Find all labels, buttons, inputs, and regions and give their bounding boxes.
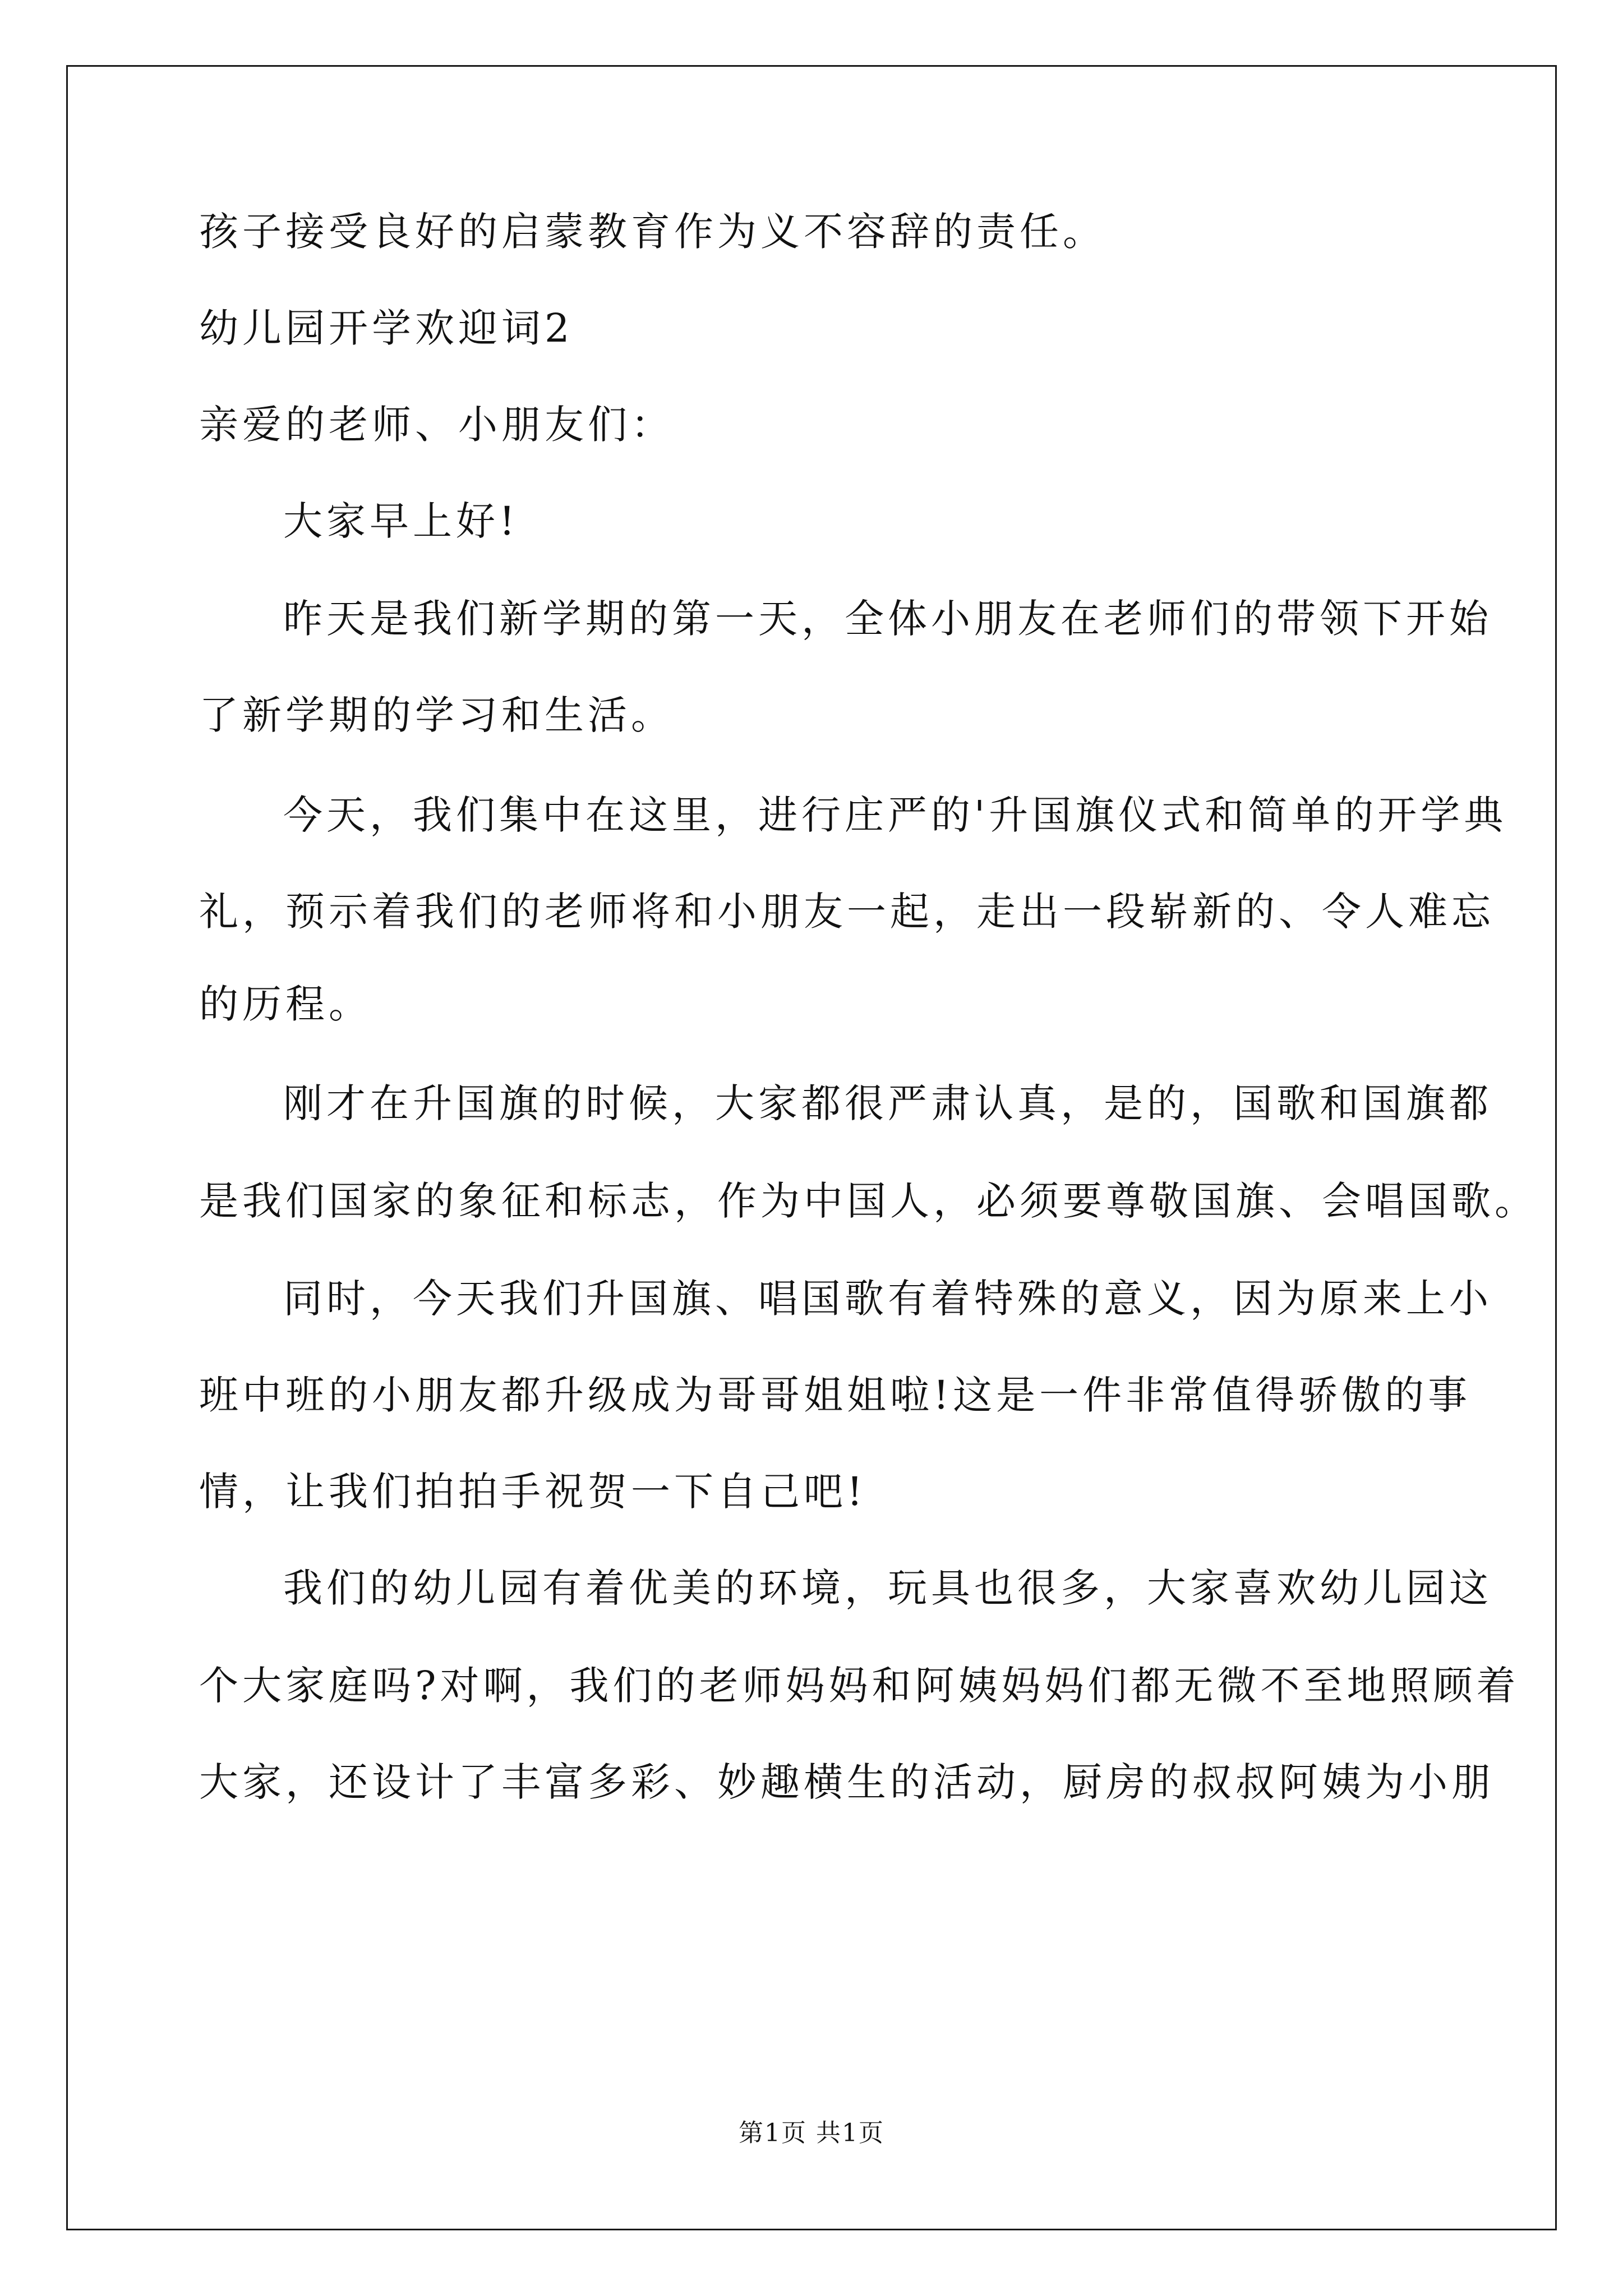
paragraph-line: 礼，预示着我们的老师将和小朋友一起，走出一段崭新的、令人难忘 <box>199 889 1495 935</box>
paragraph-line: 的历程。 <box>199 981 372 1027</box>
greeting: 大家早上好! <box>283 498 519 544</box>
paragraph-line: 是我们国家的象征和标志，作为中国人，必须要尊敬国旗、会唱国歌。 <box>199 1178 1538 1224</box>
paragraph-line: 孩子接受良好的启蒙教育作为义不容辞的责任。 <box>199 209 1106 255</box>
paragraph-line: 刚才在升国旗的时候，大家都很严肃认真，是的，国歌和国旗都 <box>283 1080 1492 1126</box>
paragraph-line: 昨天是我们新学期的第一天，全体小朋友在老师们的带领下开始 <box>283 596 1492 642</box>
section-heading: 幼儿园开学欢迎词2 <box>199 305 574 351</box>
paragraph-line: 个大家庭吗?对啊，我们的老师妈妈和阿姨妈妈们都无微不至地照顾着 <box>199 1663 1520 1709</box>
paragraph-line: 同时，今天我们升国旗、唱国歌有着特殊的意义，因为原来上小 <box>283 1276 1492 1322</box>
page-footer: 第1页 共1页 <box>739 2119 884 2147</box>
paragraph-line: 今天，我们集中在这里，进行庄严的'升国旗仪式和简单的开学典 <box>283 792 1507 838</box>
page-border <box>66 65 1557 2230</box>
paragraph-line: 情，让我们拍拍手祝贺一下自己吧! <box>199 1469 867 1515</box>
paragraph-line: 了新学期的学习和生活。 <box>199 692 674 738</box>
paragraph-line: 我们的幼儿园有着优美的环境，玩具也很多，大家喜欢幼儿园这 <box>283 1565 1492 1611</box>
paragraph-line: 班中班的小朋友都升级成为哥哥姐姐啦!这是一件非常值得骄傲的事 <box>199 1372 1472 1418</box>
paragraph-line: 大家，还设计了丰富多彩、妙趣横生的活动，厨房的叔叔阿姨为小朋 <box>199 1759 1495 1805</box>
salutation: 亲爱的老师、小朋友们： <box>199 402 674 448</box>
